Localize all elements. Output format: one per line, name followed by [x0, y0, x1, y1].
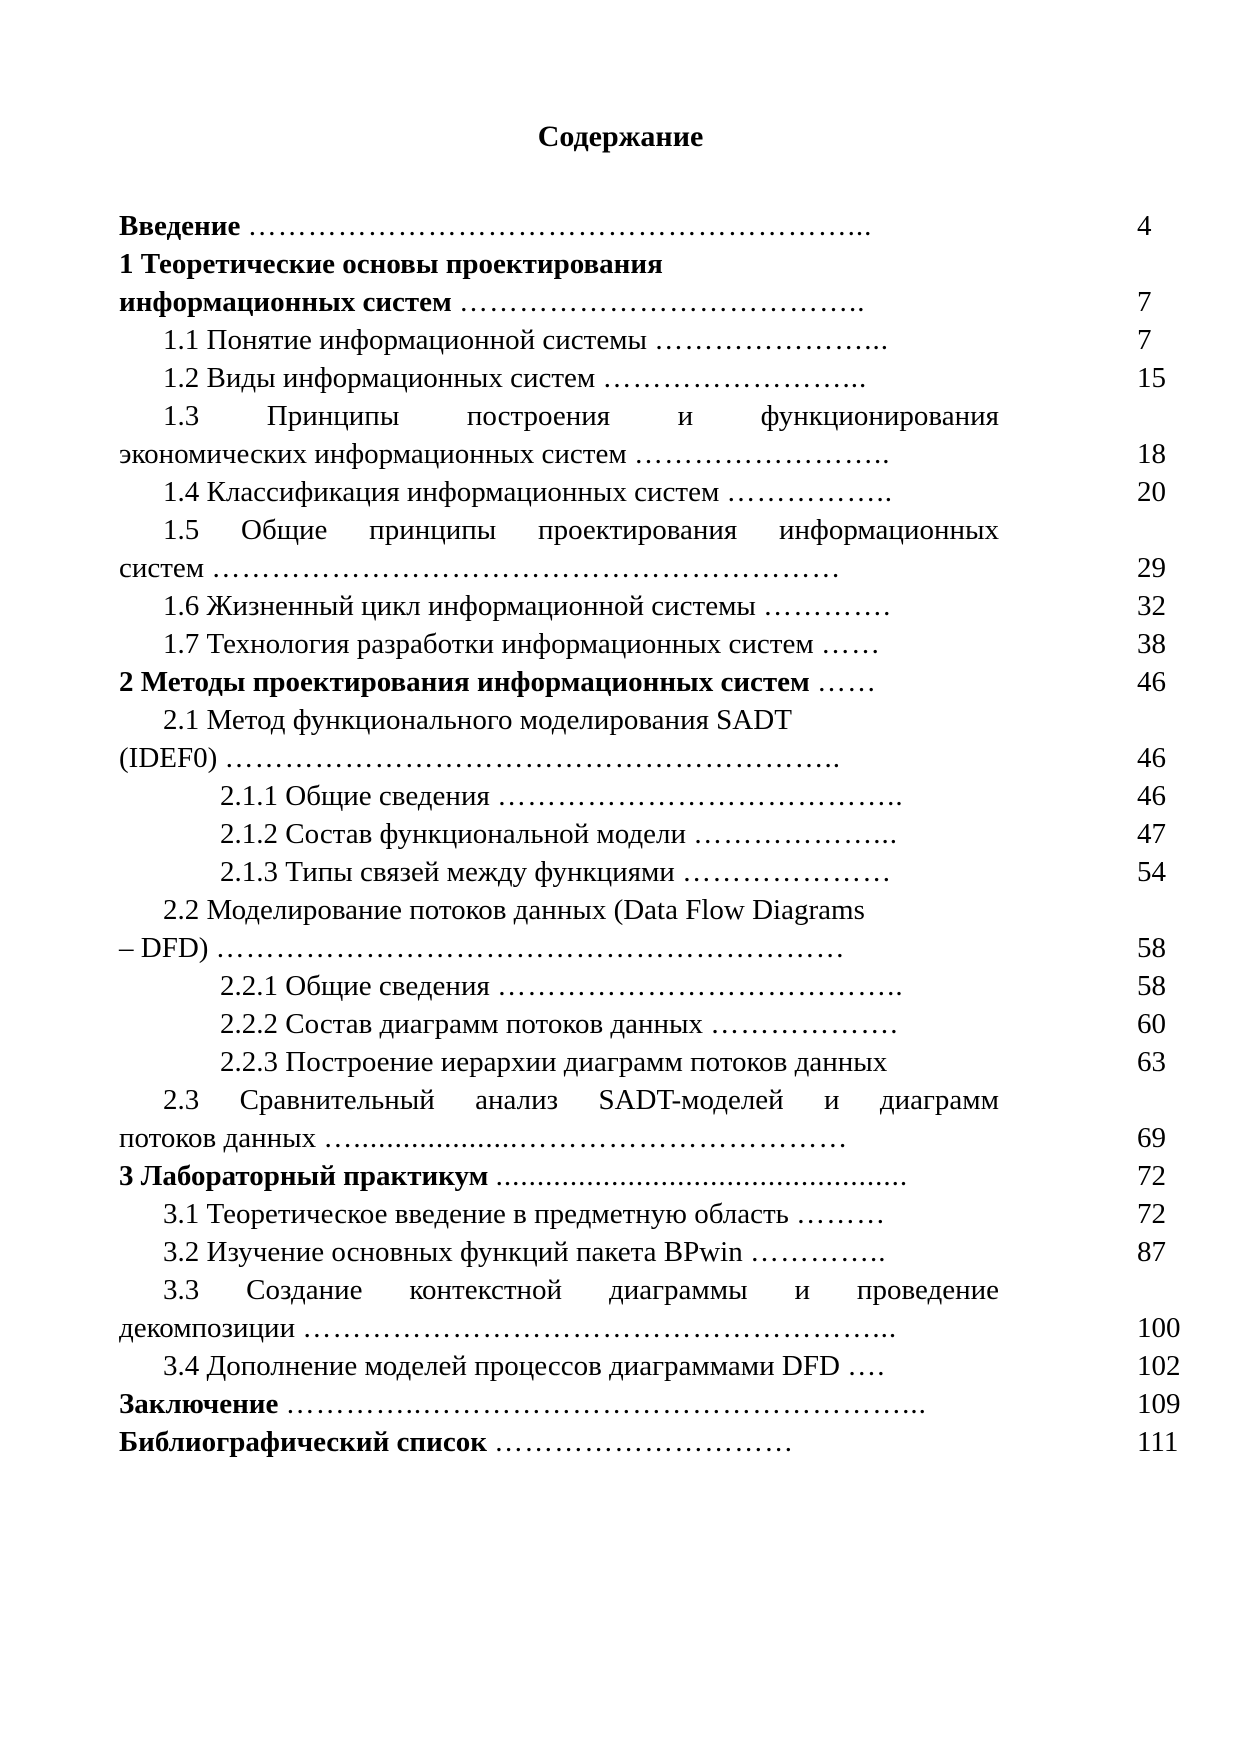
toc-entry[interactable]: 3.3 Создание контекстной диаграммы и проведение — [163, 1274, 999, 1306]
toc-entry[interactable] — [220, 854, 892, 890]
toc-entry-continuation[interactable] — [119, 740, 841, 776]
toc-leader: ……………………………………………………… — [211, 552, 842, 584]
toc-page-number: 63 — [1137, 1046, 1166, 1078]
toc-page-number: 109 — [1137, 1388, 1181, 1420]
toc-page-number: 18 — [1137, 438, 1166, 470]
toc-leader: …… — [817, 666, 878, 698]
toc-entry-text: информационных систем — [119, 286, 452, 318]
toc-entry-text: 1.6 Жизненный цикл информационной системы — [163, 590, 756, 622]
toc-leader: ……………………... — [602, 362, 868, 394]
toc-entry-text: систем — [119, 552, 205, 584]
toc-entry-text: (IDEF0) — [119, 742, 218, 774]
toc-leader: ………………………………….. — [497, 780, 904, 812]
toc-entry[interactable] — [220, 778, 904, 814]
toc-leader: .................................................. — [495, 1160, 909, 1192]
toc-page-number: 15 — [1137, 362, 1166, 394]
toc-leader: ………………………………….. — [459, 286, 866, 318]
toc-page-number: 46 — [1137, 666, 1166, 698]
toc-leader: ……………………………………………………… — [215, 932, 846, 964]
toc-leader: …………………….. — [633, 438, 891, 470]
toc-leader: …………….. — [726, 476, 894, 508]
toc-page-number: 100 — [1137, 1312, 1181, 1344]
toc-page-number: 54 — [1137, 856, 1166, 888]
toc-page-number: 29 — [1137, 552, 1166, 584]
toc-page-number: 4 — [1137, 210, 1152, 242]
toc-entry-text: Библиографический список — [119, 1426, 487, 1458]
toc-page-number: 32 — [1137, 590, 1166, 622]
toc-entry-text: 2.2.2 Состав диаграмм потоков данных — [220, 1008, 704, 1040]
toc-entry-text: 2.1.3 Типы связей между функциями — [220, 856, 675, 888]
toc-entry[interactable] — [220, 968, 904, 1004]
toc-entry[interactable] — [163, 1234, 886, 1270]
toc-entry[interactable] — [163, 1348, 885, 1384]
toc-entry-continuation[interactable] — [119, 1120, 848, 1156]
toc-leader: ……… — [796, 1198, 887, 1230]
toc-entry[interactable] — [163, 892, 865, 928]
toc-entry-text: 3.1 Теоретическое введение в предметную область — [163, 1198, 789, 1230]
toc-entry[interactable] — [163, 588, 891, 624]
toc-leader: ………….. — [749, 1236, 887, 1268]
toc-leader: ………………………………….. — [497, 970, 904, 1002]
toc-page-number: 72 — [1137, 1198, 1166, 1230]
toc-entry[interactable]: 2.3 Сравнительный анализ SADT-моделей и диаграмм — [163, 1084, 999, 1116]
toc-entry-text: 2.1 Метод функционального моделирования SADT — [163, 704, 792, 736]
toc-leader: ……………………………………………………... — [247, 210, 873, 242]
toc-leader: ………………. — [710, 1008, 899, 1040]
toc-entry-text: декомпозиции — [119, 1312, 296, 1344]
toc-entry-text: 1.2 Виды информационных систем — [163, 362, 596, 394]
toc-entry[interactable]: 1.3 Принципы построения и функционирования — [163, 400, 999, 432]
toc-page-number: 38 — [1137, 628, 1166, 660]
toc-entry-continuation[interactable] — [119, 550, 841, 586]
toc-entry-text: 2.2.1 Общие сведения — [220, 970, 490, 1002]
toc-page-number: 46 — [1137, 742, 1166, 774]
toc-entry-continuation[interactable] — [119, 930, 846, 966]
toc-entry-text: экономических информационных систем — [119, 438, 627, 470]
toc-entry-continuation[interactable] — [119, 436, 890, 472]
toc-entry[interactable] — [163, 702, 792, 738]
toc-leader: …………..…………………………………………... — [285, 1388, 927, 1420]
toc-page-number: 60 — [1137, 1008, 1166, 1040]
toc-leader: …… — [820, 628, 881, 660]
toc-entry[interactable] — [163, 626, 881, 662]
toc-entry[interactable] — [119, 208, 872, 244]
toc-entry-text: – DFD) — [119, 932, 209, 964]
toc-leader: …………………... — [654, 324, 890, 356]
toc-leader: …....................…………………………… — [323, 1122, 849, 1154]
toc-entry-text: 2 Методы проектирования информационных систем — [119, 666, 810, 698]
toc-entry[interactable] — [163, 360, 867, 396]
toc-leader: …………………………………………………….. — [224, 742, 842, 774]
toc-entry-text: 3.4 Дополнение моделей процессов диаграммами DFD — [163, 1350, 840, 1382]
toc-entry-text: 3.2 Изучение основных функций пакета BPwin — [163, 1236, 743, 1268]
toc-leader: …………. — [763, 590, 892, 622]
toc-entry-text: Заключение — [119, 1388, 279, 1420]
toc-entry-text: 1.4 Классификация информационных систем — [163, 476, 720, 508]
toc-entry[interactable] — [220, 1044, 887, 1080]
toc-entry[interactable] — [119, 246, 663, 282]
toc-leader: ………………... — [693, 818, 899, 850]
toc-entry-text: 2.1.1 Общие сведения — [220, 780, 490, 812]
toc-page-number: 46 — [1137, 780, 1166, 812]
toc-page-number: 111 — [1137, 1426, 1179, 1458]
toc-entry-text: 2.1.2 Состав функциональной модели — [220, 818, 687, 850]
toc-page-number: 69 — [1137, 1122, 1166, 1154]
toc-entry[interactable] — [220, 1006, 899, 1042]
toc-entry[interactable] — [119, 1386, 927, 1422]
toc-entry-text: 2.2 Моделирование потоков данных (Data Flow Diagrams — [163, 894, 865, 926]
toc-page-number: 47 — [1137, 818, 1166, 850]
toc-entry[interactable] — [119, 664, 877, 700]
toc-entry-continuation[interactable] — [119, 284, 866, 320]
toc-page-number: 87 — [1137, 1236, 1166, 1268]
toc-leader: ………………………… — [494, 1426, 795, 1458]
toc-entry-text: потоков данных — [119, 1122, 317, 1154]
toc-entry-text: 1.7 Технология разработки информационных систем — [163, 628, 814, 660]
toc-page-number: 7 — [1137, 286, 1152, 318]
toc-entry[interactable] — [163, 474, 893, 510]
toc-page-number: 102 — [1137, 1350, 1181, 1382]
toc-page-number: 58 — [1137, 932, 1166, 964]
toc-page-number: 7 — [1137, 324, 1152, 356]
toc-page-number: 58 — [1137, 970, 1166, 1002]
toc-entry[interactable] — [119, 1424, 794, 1460]
toc-entry[interactable] — [220, 816, 898, 852]
toc-leader: …………………………………………………... — [302, 1312, 898, 1344]
toc-entry[interactable] — [119, 1158, 908, 1194]
toc-leader: ………………… — [682, 856, 893, 888]
toc-leader: …. — [847, 1350, 886, 1382]
toc-entry[interactable] — [163, 322, 889, 358]
toc-entry-text: 1.1 Понятие информационной системы — [163, 324, 648, 356]
toc-page-number: 72 — [1137, 1160, 1166, 1192]
toc-entry-text: Введение — [119, 210, 241, 242]
toc-entry-text: 1 Теоретические основы проектирования — [119, 248, 663, 280]
toc-page-number: 20 — [1137, 476, 1166, 508]
toc-entry-text: 3 Лабораторный практикум — [119, 1160, 489, 1192]
toc-entry[interactable]: 1.5 Общие принципы проектирования информационных — [163, 514, 999, 546]
toc-entry-text: 2.2.3 Построение иерархии диаграмм потоков данных — [220, 1046, 888, 1078]
page-title: Содержание — [537, 120, 704, 153]
toc-entry-continuation[interactable] — [119, 1310, 897, 1346]
toc-entry[interactable] — [163, 1196, 886, 1232]
